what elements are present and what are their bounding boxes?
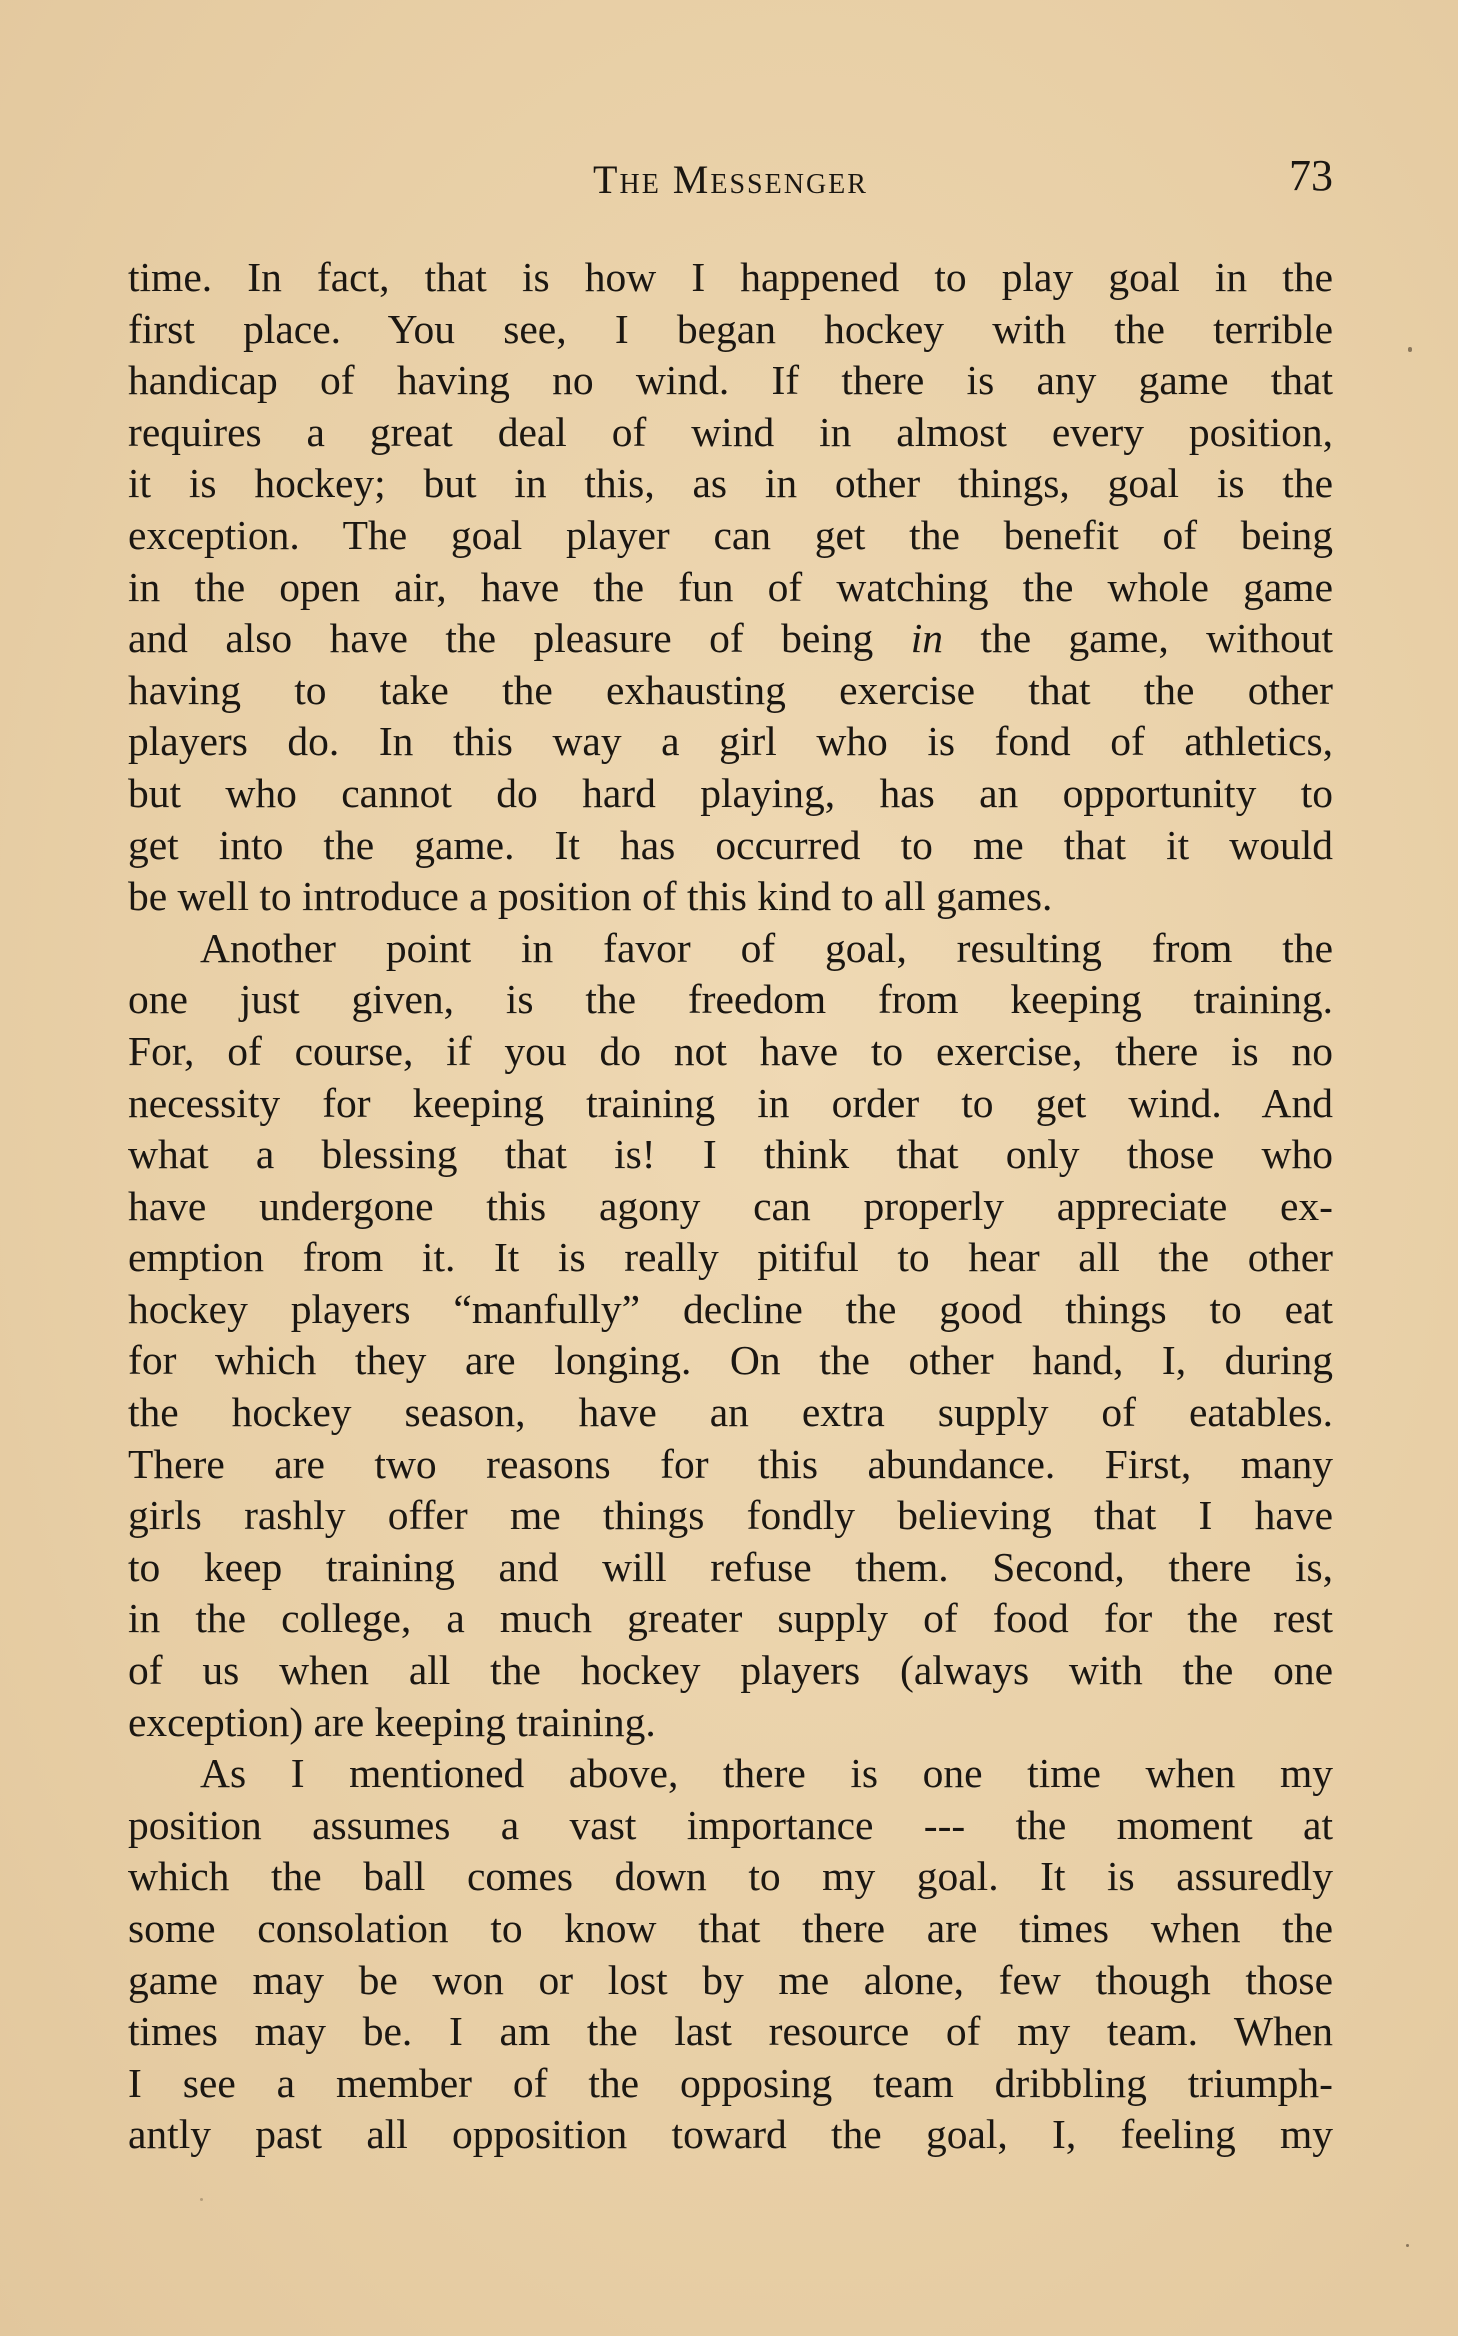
text-line: exception. The goal player can get the benefit of being [128,511,1333,558]
text-line: requires a great deal of wind in almost every position, [128,408,1333,455]
text-line: girls rashly offer me things fondly believing that I have [128,1492,1333,1539]
text-line: the hockey season, have an extra supply of eatables. [128,1389,1333,1436]
text-line: times may be. I am the last resource of my team. When [128,2008,1333,2055]
text-line: position assumes a vast importance --- the moment at [128,1801,1333,1848]
text-line: what a blessing that is! I think that only those who [128,1131,1333,1178]
text-line: There are two reasons for this abundance. First, many [128,1440,1333,1487]
text-line: handicap of having no wind. If there is any game that [128,357,1333,404]
text-line: first place. You see, I began hockey with the terrible [128,305,1333,352]
text-line: of us when all the hockey players (always with the one [128,1647,1333,1694]
text-line: but who cannot do hard playing, has an opportunity to [128,769,1333,816]
text-line: to keep training and will refuse them. Second, there is, [128,1543,1333,1590]
paragraph-start-line: As I mentioned above, there is one time when my [200,1750,1333,1797]
text-segment: the game, without [943,615,1333,662]
text-line: some consolation to know that there are times when the [128,1905,1333,1951]
text-line: I see a member of the opposing team dribbling triumph- [128,2059,1333,2106]
text-line: antly past all opposition toward the goal, I, feeling my [128,2111,1333,2158]
paper-speck [200,2198,203,2201]
text-line: be well to introduce a position of this kind to all games. [128,873,1053,920]
text-line: which the ball comes down to my goal. It is assuredly [128,1853,1333,1900]
paper-speck [1406,2244,1409,2247]
text-line: hockey players “manfully” decline the good things to eat [128,1285,1333,1332]
text-line: For, of course, if you do not have to exercise, there is no [128,1027,1333,1074]
running-head [128,150,1333,210]
text-line: emption from it. It is really pitiful to hear all the other [128,1234,1333,1281]
text-line: it is hockey; but in this, as in other things, goal is the [128,460,1333,507]
text-line: in the open air, have the fun of watching the whole game [128,563,1333,610]
text-segment: and also have the pleasure of being [128,615,911,662]
text-line: game may be won or lost by me alone, few though those [128,1956,1333,2003]
paper-speck [1408,347,1412,352]
text-line: in the college, a much greater supply of food for the rest [128,1595,1333,1642]
text-line: one just given, is the freedom from keeping training. [128,976,1333,1023]
text-line [128,613,1333,665]
text-line: for which they are longing. On the other hand, I, during [128,1337,1333,1384]
text-line: having to take the exhausting exercise that the other [128,666,1333,713]
paragraph-start-line: Another point in favor of goal, resulting from the [200,924,1333,971]
text-line: time. In fact, that is how I happened to play goal in the [128,254,1333,300]
text-line: players do. In this way a girl who is fond of athletics, [128,718,1333,765]
running-title: The Messenger [593,157,868,202]
text-line: necessity for keeping training in order to get wind. And [128,1079,1333,1126]
text-line: have undergone this agony can properly appreciate ex- [128,1182,1333,1229]
text-line: get into the game. It has occurred to me that it would [128,821,1333,868]
page-number: 73 [1289,151,1333,200]
body-text [128,252,1333,2161]
text-line: exception) are keeping training. [128,1698,656,1745]
italic-word: in [910,615,943,662]
